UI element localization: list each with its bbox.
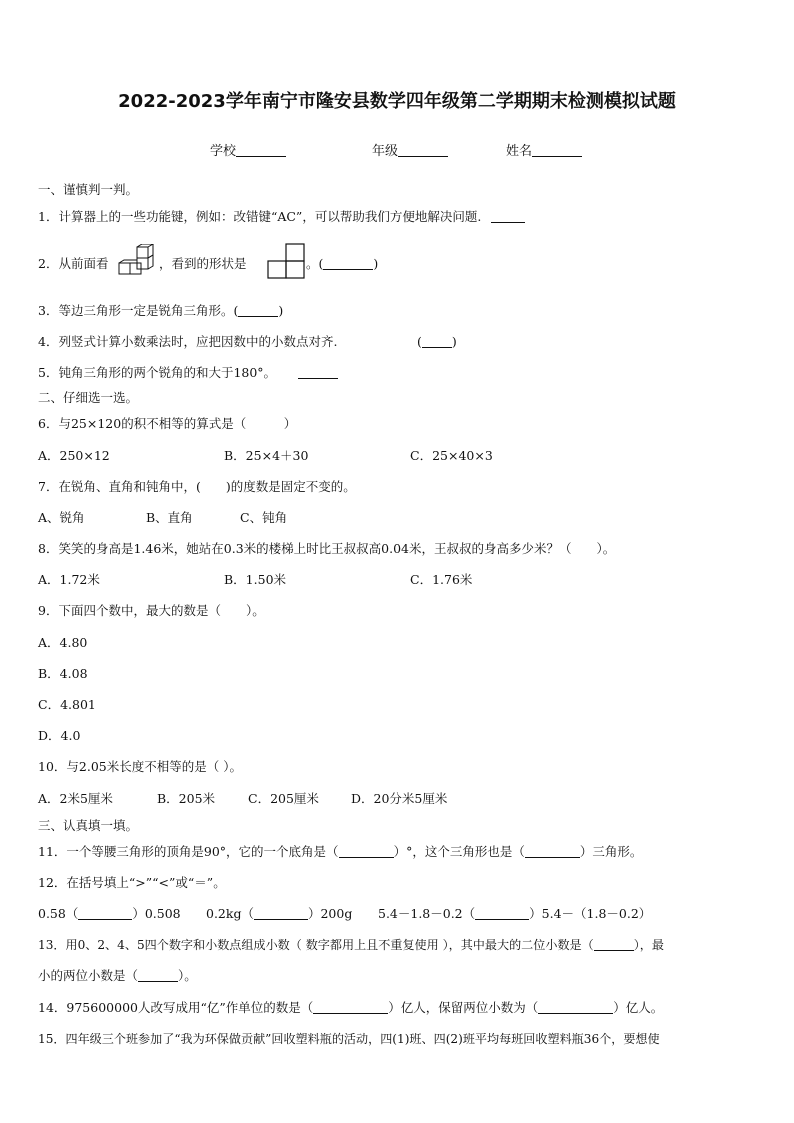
question-10-option-c[interactable]: C．205厘米 <box>248 791 319 806</box>
question-1 <box>38 209 525 225</box>
question-9-option-a[interactable]: A．4.80 <box>38 635 88 650</box>
question-13-text-a: 13．用0、2、4、5四个数字和小数点组成小数（ 数字都用上且不重复使用 ），其中最大的二位小数是（ <box>38 938 594 952</box>
answer-blank-3[interactable] <box>238 304 278 317</box>
question-13-text-c: 小的两位小数是（ <box>38 968 139 983</box>
question-12-item-2-left: 0.2kg（ <box>206 906 254 921</box>
question-2-paren-close: ) <box>373 256 379 271</box>
answer-blank-14a[interactable] <box>313 1001 388 1014</box>
question-4-paren-open: ( <box>417 334 422 349</box>
grade-field <box>372 140 448 159</box>
name-label: 姓名 <box>506 144 533 159</box>
question-10-option-b[interactable]: B．205米 <box>157 791 216 806</box>
question-6-option-a[interactable]: A．250×12 <box>38 448 110 463</box>
question-11-text-b: ）°，这个三角形也是（ <box>393 844 525 859</box>
question-10-option-a[interactable]: A．2米5厘米 <box>38 791 113 806</box>
question-8-option-a[interactable]: A．1.72米 <box>38 572 100 587</box>
question-5-text: 5．钝角三角形的两个锐角的和大于180°。 <box>38 365 277 380</box>
question-12-item-3 <box>378 906 651 922</box>
question-2-text-a: 2．从前面看 <box>38 256 109 271</box>
question-10: 10．与2.05米长度不相等的是（ ）。 <box>38 759 242 774</box>
question-4-answer <box>417 334 457 350</box>
question-8: 8．笑笑的身高是1.46米，她站在0.3米的楼梯上时比王叔叔高0.04米，王叔叔的身高多少米？（ ）。 <box>38 541 616 556</box>
answer-blank-11b[interactable] <box>525 845 580 858</box>
question-12-item-2-right: ）200g <box>307 906 353 921</box>
page-title: 2022-2023学年南宁市隆安县数学四年级第二学期期末检测模拟试题 <box>118 91 676 112</box>
grade-blank[interactable] <box>398 144 448 157</box>
question-3-text: 3．等边三角形一定是锐角三角形。( <box>38 303 239 318</box>
question-12-item-3-right: ）5.4－（1.8－0.2） <box>529 906 652 921</box>
question-2-paren-open: 。( <box>306 256 324 271</box>
question-14 <box>38 1000 663 1016</box>
question-6: 6．与25×120的积不相等的算式是（ ） <box>38 416 297 431</box>
section-heading-2: 二、仔细选一选。 <box>38 390 139 405</box>
question-7-option-a[interactable]: A、锐角 <box>38 510 85 525</box>
question-12-item-1-left: 0.58（ <box>38 906 79 921</box>
question-3 <box>38 303 283 319</box>
question-12-item-1 <box>38 906 181 922</box>
answer-blank-4[interactable] <box>422 335 452 348</box>
question-11-text-c: ）三角形。 <box>579 844 643 859</box>
question-7-option-b[interactable]: B、直角 <box>146 510 193 525</box>
question-12-item-3-left: 5.4－1.8－0.2（ <box>378 906 476 921</box>
question-2-end <box>306 256 378 272</box>
question-2 <box>38 256 108 272</box>
question-11 <box>38 844 642 860</box>
question-13-text-b: ），最 <box>633 938 664 952</box>
question-7: 7．在锐角、直角和钝角中，( )的度数是固定不变的。 <box>38 479 356 494</box>
question-4-paren-close: ) <box>451 334 457 349</box>
question-15: 15．四年级三个班参加了“我为环保做贡献”回收塑料瓶的活动，四(1)班、四(2)班平均每班回收塑料瓶36个，要想使 <box>38 1032 660 1046</box>
answer-blank-11a[interactable] <box>339 845 394 858</box>
question-9-option-c[interactable]: C．4.801 <box>38 697 96 712</box>
question-9: 9．下面四个数中，最大的数是（ ）。 <box>38 603 265 618</box>
name-field <box>506 140 582 159</box>
question-12-item-2 <box>206 906 352 922</box>
school-blank[interactable] <box>236 144 286 157</box>
question-12: 12．在括号填上“>”“<”或“＝”。 <box>38 875 226 890</box>
cube-stack-figure <box>117 244 157 276</box>
question-2-middle: ，看到的形状是 <box>159 256 247 271</box>
question-11-text-a: 11．一个等腰三角形的顶角是90°，它的一个底角是（ <box>38 844 339 859</box>
answer-blank-14b[interactable] <box>538 1001 613 1014</box>
question-14-text-a: 14．975600000人改写成用“亿”作单位的数是（ <box>38 1000 314 1015</box>
question-6-option-c[interactable]: C．25×40×3 <box>410 448 493 463</box>
question-10-option-d[interactable]: D．20分米5厘米 <box>351 791 448 806</box>
question-8-option-b[interactable]: B．1.50米 <box>224 572 287 587</box>
answer-blank-12b[interactable] <box>254 907 308 920</box>
section-heading-1: 一、谨慎判一判。 <box>38 182 139 197</box>
question-6-option-b[interactable]: B．25×4＋30 <box>224 448 309 463</box>
question-4-text: 4．列竖式计算小数乘法时，应把因数中的小数点对齐. <box>38 334 338 349</box>
question-3-paren-close: ) <box>278 303 284 318</box>
question-14-text-c: ）亿人。 <box>613 1000 664 1015</box>
question-4 <box>38 334 337 350</box>
answer-blank-2[interactable] <box>323 257 373 270</box>
answer-blank-13b[interactable] <box>138 969 178 982</box>
question-13-text-d: ）。 <box>178 968 197 983</box>
question-8-option-c[interactable]: C．1.76米 <box>410 572 473 587</box>
question-9-option-d[interactable]: D．4.0 <box>38 728 81 743</box>
question-9-option-b[interactable]: B．4.08 <box>38 666 88 681</box>
answer-blank-5[interactable] <box>298 366 338 379</box>
grade-label: 年级 <box>372 144 399 159</box>
question-14-text-b: ）亿人，保留两位小数为（ <box>388 1000 539 1015</box>
answer-blank-12c[interactable] <box>475 907 529 920</box>
section-heading-3: 三、认真填一填。 <box>38 818 139 833</box>
question-13 <box>38 937 664 953</box>
question-7-option-c[interactable]: C、钝角 <box>240 510 288 525</box>
school-label: 学校 <box>210 144 237 159</box>
answer-blank-12a[interactable] <box>78 907 132 920</box>
answer-blank-13a[interactable] <box>594 938 634 951</box>
question-5 <box>38 365 338 381</box>
front-view-figure <box>266 243 306 279</box>
school-field <box>210 140 286 159</box>
answer-blank-1[interactable] <box>491 210 525 223</box>
question-1-text: 1．计算器上的一些功能键，例如：改错键“AC”，可以帮助我们方便地解决问题. <box>38 209 482 224</box>
question-13-continued <box>38 968 197 984</box>
name-blank[interactable] <box>532 144 582 157</box>
question-12-item-1-right: ）0.508 <box>132 906 181 921</box>
